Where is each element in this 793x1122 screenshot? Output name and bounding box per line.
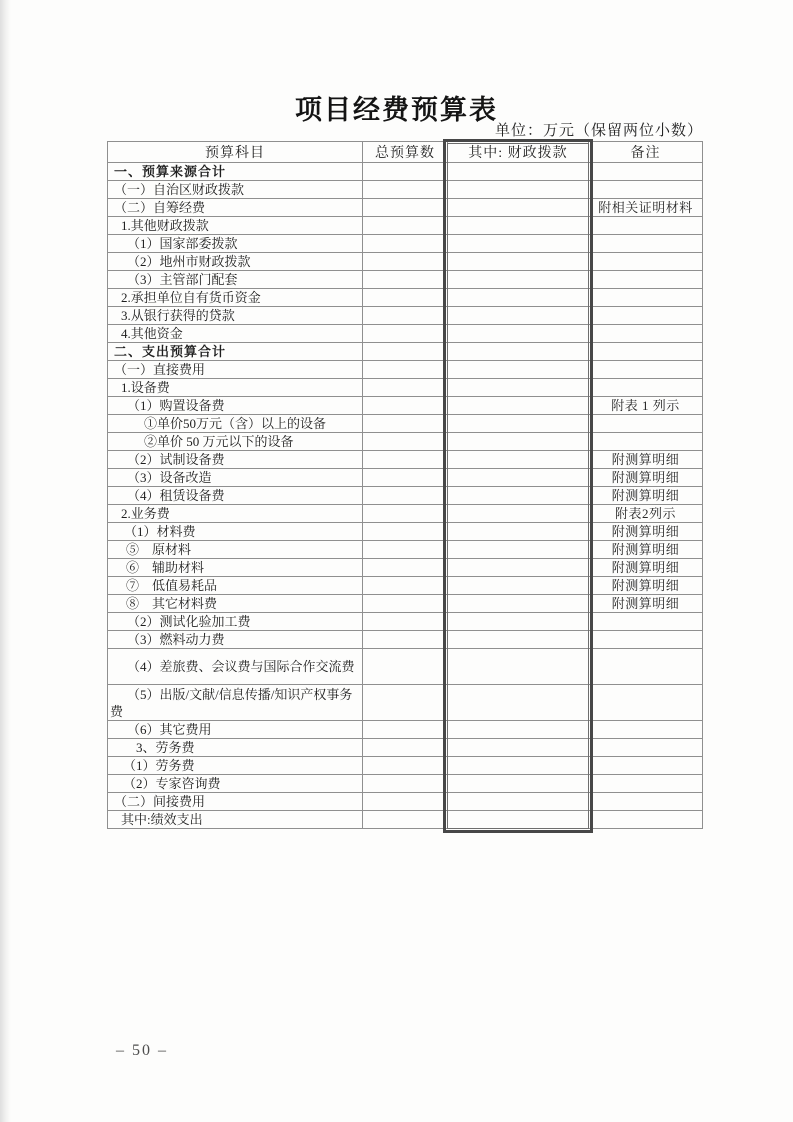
table-row bbox=[108, 649, 703, 685]
remark-cell bbox=[589, 793, 703, 811]
remark-cell bbox=[589, 811, 703, 829]
subject-cell: （1）劳务费 bbox=[108, 757, 363, 775]
total-cell bbox=[363, 361, 448, 379]
remark-cell bbox=[589, 253, 703, 271]
table-row bbox=[108, 559, 703, 577]
table-row bbox=[108, 199, 703, 217]
total-cell bbox=[363, 559, 448, 577]
remark-cell: 附相关证明材料 bbox=[589, 199, 703, 217]
remark-cell bbox=[589, 631, 703, 649]
subject-cell: （5）出版/文献/信息传播/知识产权事务费 bbox=[108, 685, 363, 721]
subject-cell: 其中:绩效支出 bbox=[108, 811, 363, 829]
remark-cell bbox=[589, 685, 703, 721]
table-row bbox=[108, 811, 703, 829]
header-remark: 备注 bbox=[589, 142, 703, 163]
table-row bbox=[108, 289, 703, 307]
subject-cell: （一）自治区财政拨款 bbox=[108, 181, 363, 199]
total-cell bbox=[363, 343, 448, 361]
remark-cell: 附测算明细 bbox=[589, 595, 703, 613]
subject-cell: （4）差旅费、会议费与国际合作交流费 bbox=[108, 649, 363, 685]
table-row bbox=[108, 163, 703, 181]
remark-cell bbox=[589, 289, 703, 307]
total-cell bbox=[363, 433, 448, 451]
remark-cell bbox=[589, 163, 703, 181]
total-cell bbox=[363, 217, 448, 235]
table-row bbox=[108, 721, 703, 739]
remark-cell bbox=[589, 307, 703, 325]
header-subject: 预算科目 bbox=[108, 142, 363, 163]
header-fiscal-appropriation: 其中: 财政拨款 bbox=[448, 142, 589, 163]
subject-cell: ⑤ 原材料 bbox=[108, 541, 363, 559]
subject-cell: （2）专家咨询费 bbox=[108, 775, 363, 793]
total-cell bbox=[363, 793, 448, 811]
subject-cell: 3.从银行获得的贷款 bbox=[108, 307, 363, 325]
fiscal-cell bbox=[448, 487, 589, 505]
subject-cell: （3）设备改造 bbox=[108, 469, 363, 487]
table-row bbox=[108, 397, 703, 415]
subject-cell: 2.业务费 bbox=[108, 505, 363, 523]
total-cell bbox=[363, 505, 448, 523]
subject-cell: （二）自筹经费 bbox=[108, 199, 363, 217]
remark-cell bbox=[589, 181, 703, 199]
fiscal-cell bbox=[448, 433, 589, 451]
fiscal-cell bbox=[448, 613, 589, 631]
table-row bbox=[108, 415, 703, 433]
table-row bbox=[108, 595, 703, 613]
subject-cell: （3）主管部门配套 bbox=[108, 271, 363, 289]
subject-cell: 1.设备费 bbox=[108, 379, 363, 397]
fiscal-cell bbox=[448, 271, 589, 289]
fiscal-cell bbox=[448, 721, 589, 739]
table-row bbox=[108, 235, 703, 253]
remark-cell: 附测算明细 bbox=[589, 559, 703, 577]
remark-cell: 附表2列示 bbox=[589, 505, 703, 523]
remark-cell bbox=[589, 361, 703, 379]
total-cell bbox=[363, 811, 448, 829]
table-row bbox=[108, 379, 703, 397]
remark-cell bbox=[589, 613, 703, 631]
subject-cell: （4）租赁设备费 bbox=[108, 487, 363, 505]
table-row bbox=[108, 505, 703, 523]
fiscal-cell bbox=[448, 559, 589, 577]
remark-cell bbox=[589, 343, 703, 361]
total-cell bbox=[363, 325, 448, 343]
subject-cell: （6）其它费用 bbox=[108, 721, 363, 739]
remark-cell bbox=[589, 217, 703, 235]
subject-cell: ⑦ 低值易耗品 bbox=[108, 577, 363, 595]
total-cell bbox=[363, 775, 448, 793]
subject-cell: （二）间接费用 bbox=[108, 793, 363, 811]
subject-cell: ⑧ 其它材料费 bbox=[108, 595, 363, 613]
remark-cell bbox=[589, 433, 703, 451]
fiscal-cell bbox=[448, 343, 589, 361]
remark-cell bbox=[589, 757, 703, 775]
table-row bbox=[108, 451, 703, 469]
subject-cell: （1）购置设备费 bbox=[108, 397, 363, 415]
table-row bbox=[108, 739, 703, 757]
table-row bbox=[108, 271, 703, 289]
total-cell bbox=[363, 541, 448, 559]
fiscal-cell bbox=[448, 793, 589, 811]
total-cell bbox=[363, 289, 448, 307]
fiscal-cell bbox=[448, 451, 589, 469]
page-title: 项目经费预算表 bbox=[295, 95, 498, 125]
table-row bbox=[108, 631, 703, 649]
fiscal-cell bbox=[448, 649, 589, 685]
remark-cell: 附表 1 列示 bbox=[589, 397, 703, 415]
remark-cell bbox=[589, 271, 703, 289]
subject-cell: （3）燃料动力费 bbox=[108, 631, 363, 649]
table-row bbox=[108, 487, 703, 505]
fiscal-cell bbox=[448, 577, 589, 595]
fiscal-cell bbox=[448, 289, 589, 307]
remark-cell bbox=[589, 379, 703, 397]
total-cell bbox=[363, 685, 448, 721]
total-cell bbox=[363, 415, 448, 433]
fiscal-cell bbox=[448, 199, 589, 217]
remark-cell bbox=[589, 739, 703, 757]
fiscal-cell bbox=[448, 181, 589, 199]
table-row bbox=[108, 361, 703, 379]
subject-cell: （2）测试化验加工费 bbox=[108, 613, 363, 631]
subject-cell: 1.其他财政拨款 bbox=[108, 217, 363, 235]
fiscal-cell bbox=[448, 811, 589, 829]
table-row bbox=[108, 469, 703, 487]
fiscal-cell bbox=[448, 685, 589, 721]
subject-cell: 二、支出预算合计 bbox=[108, 343, 363, 361]
subject-cell: 4.其他资金 bbox=[108, 325, 363, 343]
subject-cell: （1）国家部委拨款 bbox=[108, 235, 363, 253]
fiscal-cell bbox=[448, 631, 589, 649]
budget-table bbox=[107, 141, 702, 829]
remark-cell bbox=[589, 415, 703, 433]
total-cell bbox=[363, 163, 448, 181]
table-row bbox=[108, 577, 703, 595]
fiscal-cell bbox=[448, 523, 589, 541]
table-row bbox=[108, 181, 703, 199]
fiscal-cell bbox=[448, 217, 589, 235]
subject-cell: 一、预算来源合计 bbox=[108, 163, 363, 181]
total-cell bbox=[363, 271, 448, 289]
fiscal-cell bbox=[448, 775, 589, 793]
total-cell bbox=[363, 523, 448, 541]
fiscal-cell bbox=[448, 739, 589, 757]
total-cell bbox=[363, 469, 448, 487]
header-total-budget: 总预算数 bbox=[363, 142, 448, 163]
fiscal-cell bbox=[448, 163, 589, 181]
subject-cell: 3、劳务费 bbox=[108, 739, 363, 757]
table-row bbox=[108, 523, 703, 541]
remark-cell: 附测算明细 bbox=[589, 487, 703, 505]
table-body bbox=[108, 163, 703, 829]
fiscal-cell bbox=[448, 361, 589, 379]
table-row bbox=[108, 253, 703, 271]
total-cell bbox=[363, 757, 448, 775]
total-cell bbox=[363, 721, 448, 739]
subject-cell: （1）材料费 bbox=[108, 523, 363, 541]
budget-table-grid bbox=[107, 141, 703, 829]
fiscal-cell bbox=[448, 415, 589, 433]
total-cell bbox=[363, 199, 448, 217]
remark-cell bbox=[589, 235, 703, 253]
fiscal-cell bbox=[448, 505, 589, 523]
subject-cell: （一）直接费用 bbox=[108, 361, 363, 379]
subject-cell: ②单价 50 万元以下的设备 bbox=[108, 433, 363, 451]
subject-cell: ⑥ 辅助材料 bbox=[108, 559, 363, 577]
remark-cell: 附测算明细 bbox=[589, 541, 703, 559]
remark-cell: 附测算明细 bbox=[589, 523, 703, 541]
subject-cell: 2.承担单位自有货币资金 bbox=[108, 289, 363, 307]
table-row bbox=[108, 775, 703, 793]
table-row bbox=[108, 793, 703, 811]
total-cell bbox=[363, 379, 448, 397]
fiscal-cell bbox=[448, 253, 589, 271]
fiscal-cell bbox=[448, 307, 589, 325]
subject-cell: （2）试制设备费 bbox=[108, 451, 363, 469]
remark-cell: 附测算明细 bbox=[589, 469, 703, 487]
remark-cell: 附测算明细 bbox=[589, 577, 703, 595]
scan-left-edge-shadow bbox=[0, 0, 11, 1122]
total-cell bbox=[363, 577, 448, 595]
table-row bbox=[108, 217, 703, 235]
page-number: – 50 – bbox=[116, 1042, 168, 1059]
total-cell bbox=[363, 235, 448, 253]
table-header-row bbox=[108, 142, 703, 163]
total-cell bbox=[363, 397, 448, 415]
table-row bbox=[108, 343, 703, 361]
subject-cell: （2）地州市财政拨款 bbox=[108, 253, 363, 271]
total-cell bbox=[363, 631, 448, 649]
table-row bbox=[108, 757, 703, 775]
remark-cell: 附测算明细 bbox=[589, 451, 703, 469]
fiscal-cell bbox=[448, 379, 589, 397]
fiscal-cell bbox=[448, 541, 589, 559]
fiscal-cell bbox=[448, 595, 589, 613]
fiscal-cell bbox=[448, 397, 589, 415]
fiscal-cell bbox=[448, 235, 589, 253]
table-row bbox=[108, 433, 703, 451]
subject-cell: ①单价50万元（含）以上的设备 bbox=[108, 415, 363, 433]
total-cell bbox=[363, 451, 448, 469]
fiscal-cell bbox=[448, 757, 589, 775]
fiscal-cell bbox=[448, 325, 589, 343]
total-cell bbox=[363, 307, 448, 325]
table-row bbox=[108, 613, 703, 631]
remark-cell bbox=[589, 649, 703, 685]
remark-cell bbox=[589, 775, 703, 793]
total-cell bbox=[363, 487, 448, 505]
remark-cell bbox=[589, 721, 703, 739]
table-row bbox=[108, 307, 703, 325]
total-cell bbox=[363, 649, 448, 685]
total-cell bbox=[363, 253, 448, 271]
fiscal-cell bbox=[448, 469, 589, 487]
total-cell bbox=[363, 181, 448, 199]
remark-cell bbox=[589, 325, 703, 343]
table-row bbox=[108, 541, 703, 559]
total-cell bbox=[363, 739, 448, 757]
unit-note: 单位：万元（保留两位小数） bbox=[494, 123, 703, 139]
total-cell bbox=[363, 613, 448, 631]
table-row bbox=[108, 325, 703, 343]
table-row bbox=[108, 685, 703, 721]
total-cell bbox=[363, 595, 448, 613]
